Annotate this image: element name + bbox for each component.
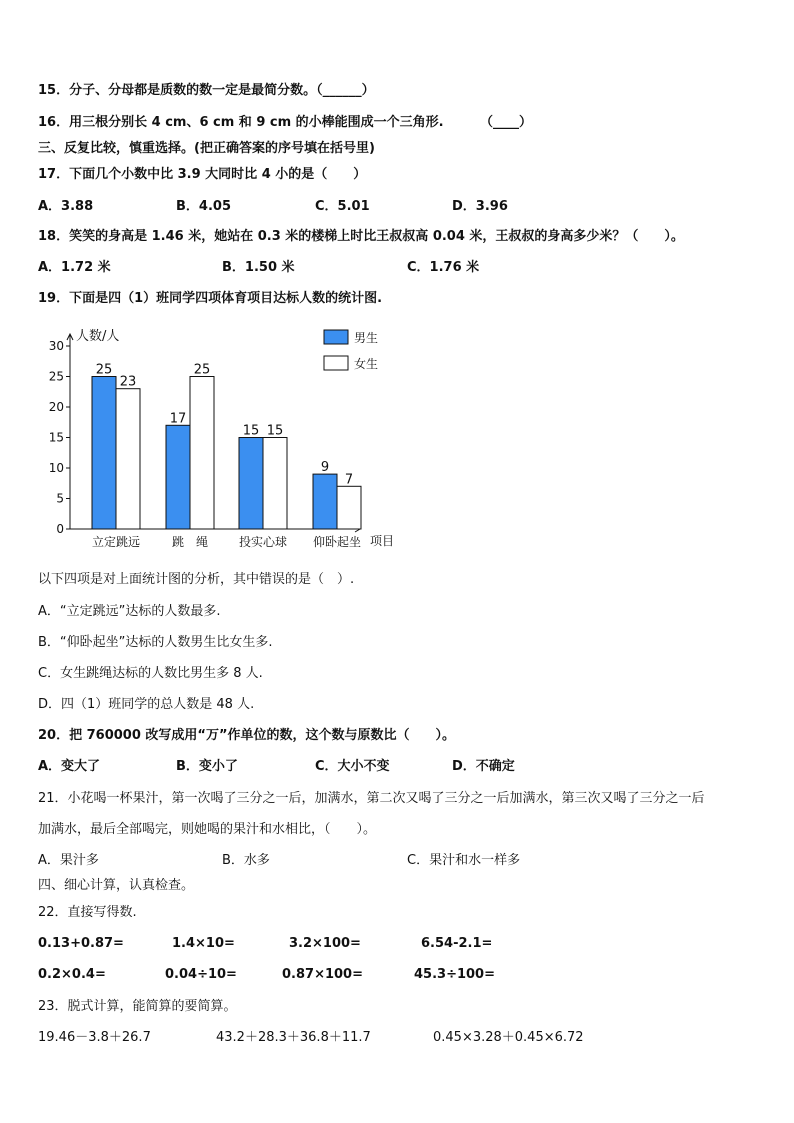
q17-option-d: D．3.96	[452, 199, 508, 214]
bar	[337, 486, 361, 529]
legend-label: 女生	[354, 357, 379, 371]
q22-item-7: 0.87×100=	[282, 967, 363, 982]
section-3-heading: 三、反复比较，慎重选择。(把正确答案的序号填在括号里)	[38, 141, 375, 156]
q21-option-c: C．果汁和水一样多	[407, 853, 521, 868]
y-tick-label: 25	[48, 369, 64, 384]
question-20: 20．把 760000 改写成用“万”作单位的数，这个数与原数比（ ）。	[38, 728, 456, 743]
q22-item-5: 0.2×0.4=	[38, 967, 106, 982]
q20-option-a: A．变大了	[38, 759, 101, 774]
bar-value-label: 25	[193, 362, 211, 378]
y-axis-label: 人数/人	[76, 329, 120, 344]
legend-swatch	[324, 356, 348, 370]
question-21-line-1: 21．小花喝一杯果汁，第一次喝了三分之一后，加满水，第二次又喝了三分之一后加满水，第三次又喝了三分之一后	[38, 791, 705, 806]
y-tick-label: 20	[48, 400, 64, 414]
q17-option-c: C．5.01	[315, 199, 370, 214]
q19-option-b: B．“仰卧起坐”达标的人数男生比女生多.	[38, 635, 273, 650]
bar-value-label: 23	[119, 374, 137, 390]
q22-item-4: 6.54-2.1=	[421, 936, 493, 951]
q23-item-1: 19.46－3.8＋26.7	[38, 1030, 151, 1045]
q18-option-b: B．1.50 米	[222, 260, 295, 275]
question-18: 18．笑笑的身高是 1.46 米，她站在 0.3 米的楼梯上时比王叔叔高 0.04 米，王叔叔的身高多少米？（ ）。	[38, 229, 684, 244]
y-tick-label: 15	[48, 430, 64, 445]
bar-value-label: 25	[95, 362, 113, 378]
bar-chart	[40, 318, 410, 558]
bar-value-label: 17	[169, 411, 187, 427]
q23-item-3: 0.45×3.28＋0.45×6.72	[433, 1030, 584, 1045]
legend-label: 男生	[354, 331, 379, 345]
y-tick-label: 10	[48, 461, 64, 475]
bar	[92, 377, 116, 530]
legend-swatch	[324, 330, 348, 344]
q22-item-8: 45.3÷100=	[414, 967, 495, 982]
q18-option-a: A．1.72 米	[38, 260, 111, 275]
q22-item-1: 0.13+0.87=	[38, 936, 124, 951]
q21-option-b: B．水多	[222, 853, 270, 868]
q22-item-6: 0.04÷10=	[165, 967, 237, 982]
chart-y-ticks	[49, 339, 70, 536]
y-tick-label: 5	[56, 491, 64, 506]
y-tick-label: 0	[56, 522, 64, 536]
x-axis-label: 项目	[370, 534, 395, 548]
q20-option-d: D．不确定	[452, 759, 515, 774]
q22-item-3: 3.2×100=	[289, 936, 361, 951]
question-21-line-2: 加满水，最后全部喝完，则她喝的果汁和水相比，（ ）。	[38, 822, 377, 837]
q19-option-d: D．四（1）班同学的总人数是 48 人.	[38, 697, 255, 712]
q17-option-b: B．4.05	[176, 199, 231, 214]
chart-categories	[92, 534, 361, 549]
category-label: 投实心球	[238, 535, 288, 549]
category-label: 跳 绳	[171, 535, 209, 549]
q20-option-c: C．大小不变	[315, 759, 390, 774]
question-16-blank: （____）	[480, 115, 533, 130]
question-17: 17．下面几个小数中比 3.9 大同时比 4 小的是（ ）	[38, 167, 367, 182]
bar	[166, 425, 190, 529]
y-tick-label: 30	[48, 339, 64, 353]
bar-value-label: 15	[266, 423, 284, 439]
bar	[239, 438, 263, 530]
q23-item-2: 43.2＋28.3＋36.8＋11.7	[216, 1030, 371, 1045]
bar	[313, 474, 337, 529]
question-15: 15．分子、分母都是质数的数一定是最简分数。（______）	[38, 83, 375, 98]
category-label: 立定跳远	[91, 535, 141, 549]
bar	[116, 389, 140, 529]
bar-value-label: 9	[320, 460, 330, 476]
q17-option-a: A．3.88	[38, 199, 94, 214]
q19-option-c: C．女生跳绳达标的人数比男生多 8 人.	[38, 666, 263, 681]
q19-option-a: A．“立定跳远”达标的人数最多.	[38, 604, 221, 619]
bar-value-label: 7	[344, 472, 354, 488]
question-16: 16．用三根分别长 4 cm、6 cm 和 9 cm 的小棒能围成一个三角形.	[38, 115, 444, 130]
category-label: 仰卧起坐	[312, 535, 362, 549]
chart-bars	[92, 374, 361, 530]
q18-option-c: C．1.76 米	[407, 260, 480, 275]
q22-item-2: 1.4×10=	[172, 936, 235, 951]
question-23: 23．脱式计算，能简算的要简算。	[38, 999, 237, 1014]
section-4-heading: 四、细心计算，认真检查。	[38, 878, 195, 893]
chart-legend	[324, 330, 378, 371]
question-22: 22．直接写得数.	[38, 905, 137, 920]
bar-value-label: 15	[242, 423, 260, 439]
q21-option-a: A．果汁多	[38, 853, 99, 868]
bar	[263, 438, 287, 530]
bar	[190, 377, 214, 530]
question-19: 19．下面是四（1）班同学四项体育项目达标人数的统计图.	[38, 291, 383, 306]
question-19-prompt: 以下四项是对上面统计图的分析，其中错误的是（ ）.	[38, 572, 355, 587]
q20-option-b: B．变小了	[176, 759, 238, 774]
